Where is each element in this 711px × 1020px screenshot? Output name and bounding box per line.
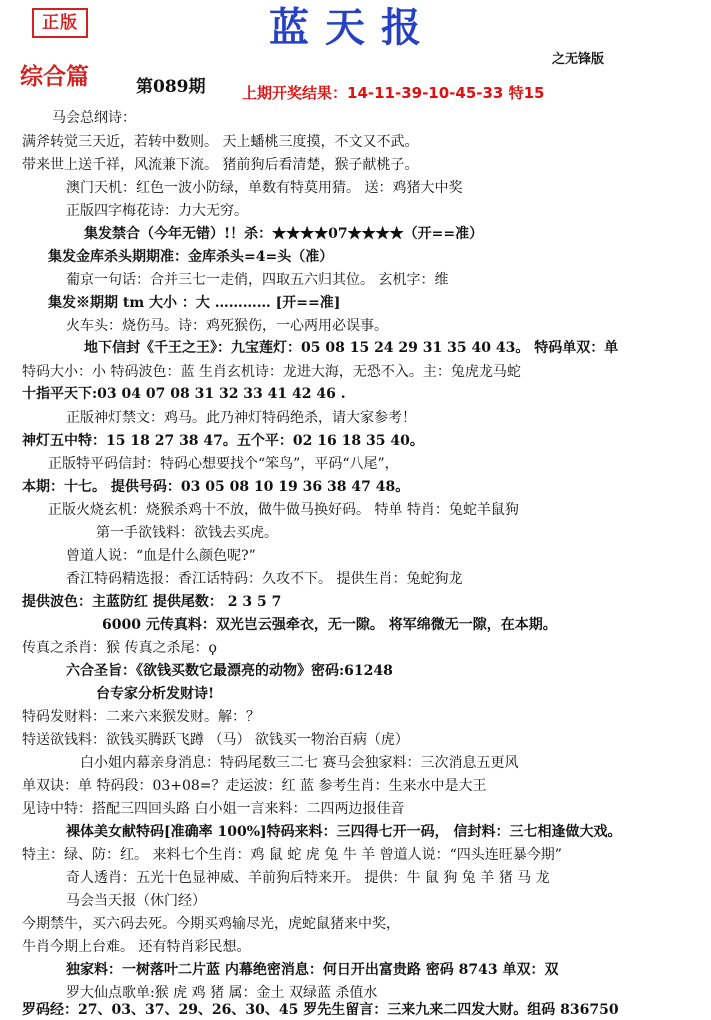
text-line: 6000 元传真料：双光岂云强牵衣，无一隙。 将军绵微无一隙，在本期。 <box>102 617 557 633</box>
text-line: 正版火烧玄机：烧猴杀鸡十不放，做牛做马换好码。 特单 特肖：兔蛇羊鼠狗 <box>48 502 519 518</box>
text-line: 特送欲钱料：欲钱买腾跃飞蹲 （马） 欲钱买一物治百病（虎） <box>22 732 409 748</box>
text-line: 满斧转觉三天近，若转中数则。 天上蟠桃三度摸，不文又不武。 <box>22 134 419 150</box>
text-line: 正版四字梅花诗：力大无穷。 <box>66 203 248 219</box>
text-line: 集发禁合（今年无错）!！杀：★★★★07★★★★（开==准） <box>84 226 484 242</box>
text-line: 特码发财料：二来六来猴发财。解：？ <box>22 709 260 725</box>
text-line: 裸体美女献特码[准确率 100%]特码来料：三四得七开一码， 信封料：三七相逢做大戏。 <box>66 824 622 840</box>
text-line: 本期：十七。 提供号码：03 05 08 10 19 36 38 47 48。 <box>22 479 410 495</box>
text-line: 罗大仙点歌单:猴 虎 鸡 猪 属：金土 双绿蓝 杀值水 <box>66 985 378 1001</box>
text-line: 特主：绿、防：红。 来料七个生肖：鸡 鼠 蛇 虎 兔 牛 羊 曾道人说：“四头连旺暴今期” <box>22 847 562 863</box>
text-line: 正版神灯禁文：鸡马。此乃神灯特码绝杀，请大家参考！ <box>66 410 416 426</box>
edition-badge: 正版 <box>32 8 88 38</box>
text-line: 马会总纲诗： <box>52 110 136 126</box>
text-line: 神灯五中特：15 18 27 38 47。五个平：02 16 18 35 40。 <box>22 433 424 449</box>
text-line: 香江特码精选报：香江话特码：久攻不下。 提供生肖：兔蛇狗龙 <box>66 571 463 587</box>
newspaper-title: 蓝天报 <box>269 4 437 51</box>
text-line: 集发金库杀头期期准：金库杀头=4=头（准） <box>48 249 334 265</box>
text-line: 六合圣旨：《欲钱买数它最漂亮的动物》密码:61248 <box>66 663 393 679</box>
text-line: 集发※期期 tm 大小 ：大 ………… [开==准] <box>48 295 341 311</box>
text-line: 见诗中特：搭配三四回头路 白小姐一言来料：二四两边报佳音 <box>22 801 405 817</box>
edition-label: 之无锋版 <box>552 52 605 67</box>
text-line: 带来世上送千祥，风流兼下流。 猪前狗后看清楚，猴子献桃子。 <box>22 157 419 173</box>
text-line: 地下信封《千王之王》：九宝莲灯：05 08 15 24 29 31 35 40 43。 特码单双：单 <box>84 340 619 356</box>
last-draw-result: 上期开奖结果：14-11-39-10-45-33 特15 <box>242 84 545 102</box>
text-line: 奇人透肖：五光十色显神威、羊前狗后特来开。 提供：牛 鼠 狗 兔 羊 猪 马 龙 <box>66 870 550 886</box>
issue-number: 第089期 <box>136 77 206 97</box>
text-line: 台专家分析发财诗! <box>96 686 215 702</box>
section-title: 综合篇 <box>20 63 89 90</box>
text-line: 马会当天报（休门经） <box>66 893 206 909</box>
text-line: 白小姐内幕亲身消息：特码尾数三二七 赛马会独家料：三次消息五更风 <box>80 755 519 771</box>
text-line: 葡京一句话：合并三七一走俏，四取五六归其位。 玄机字：维 <box>66 272 449 288</box>
text-line: 今期禁牛，买六码去死。今期买鸡输尽光，虎蛇鼠猪来中奖， <box>22 916 400 932</box>
text-line: 传真之杀肖：猴 传真之杀尾：ϙ <box>22 640 217 656</box>
text-line: 提供波色：主蓝防红 提供尾数： 2 3 5 7 <box>22 594 282 610</box>
text-line: 正版特平码信封：特码心想要找个“笨鸟”，平码“八尾”， <box>48 456 399 472</box>
text-line: 第一手欲钱料：欲钱去买虎。 <box>96 525 278 541</box>
text-line: 火车头：烧伤马。诗：鸡死猴伤，一心两用必误事。 <box>66 318 388 334</box>
text-line: 罗码经：27、03、37、29、26、30、45 罗先生留言：三来九来二四发大财。组码 836750 <box>22 1002 619 1018</box>
text-line: 澳门天机：红色一波小防绿，单数有特莫用猜。 送：鸡猪大中奖 <box>66 180 463 196</box>
text-line: 曾道人说：“血是什么颜色呢?” <box>66 548 256 564</box>
text-line: 特码大小：小 特码波色：蓝 生肖玄机诗：龙进大海，无恐不入。主：兔虎龙马蛇 <box>22 364 521 380</box>
text-line: 单双诀：单 特码段：03+08=？走运波：红 蓝 参考生肖：生来水中是大王 <box>22 778 487 794</box>
text-line: 独家料：一树落叶二片蓝 内幕绝密消息：何日开出富贵路 密码 8743 单双：双 <box>66 962 559 978</box>
text-line: 十指平天下:03 04 07 08 31 32 33 41 42 46 . <box>22 386 346 402</box>
text-line: 牛肖今期上台难。 还有特肖彩民想。 <box>22 939 251 955</box>
